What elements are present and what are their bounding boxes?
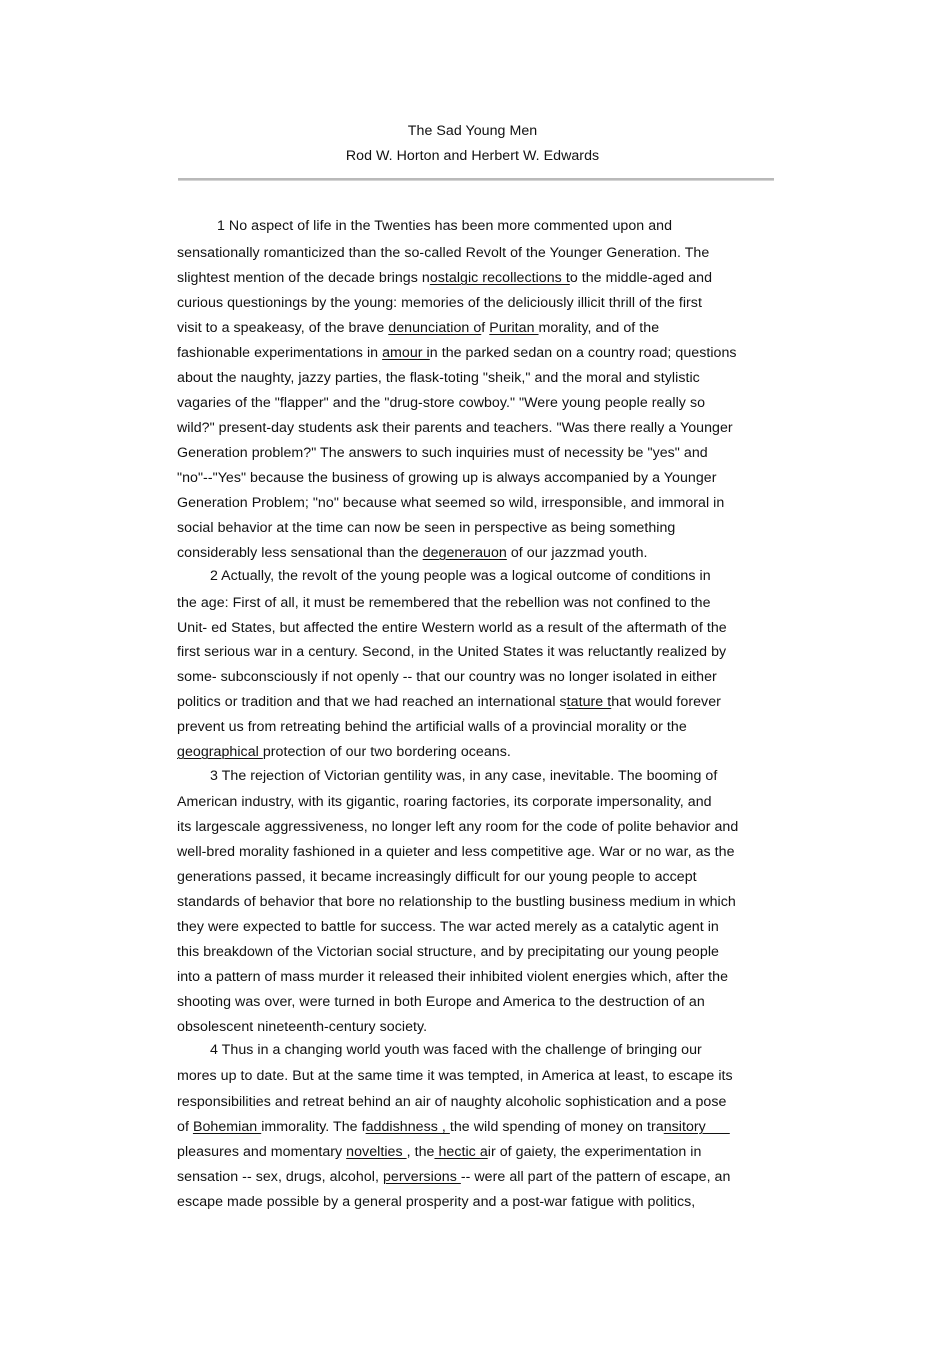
underlined-word: Bohemian (192, 1119, 262, 1135)
text-line (177, 519, 675, 537)
text-segment: into a pattern of mass murder it released their inhibited violent energies which, after the (177, 969, 729, 985)
text-line (177, 1118, 730, 1136)
text-segment: responsibilities and retreat behind an air of naughty alcoholic sophistication and a pose (177, 1094, 727, 1110)
underlined-word: novelties (346, 1144, 407, 1160)
text-segment: Generation Problem; "no" because what seemed so wild, irresponsible, and immoral in (177, 495, 725, 511)
text-line (177, 444, 708, 462)
text-segment: sensationally romanticized than the so-called Revolt of the Younger Generation. The (177, 245, 710, 261)
text-segment: , the (406, 1144, 435, 1160)
underlined-word: addishness , (365, 1119, 450, 1135)
text-line (177, 294, 702, 312)
text-line (177, 1143, 701, 1161)
text-segment: Generation problem?" The answers to such inquiries must of necessity be "yes" and (177, 445, 708, 461)
text-line (177, 668, 717, 686)
text-line (177, 1193, 695, 1211)
text-segment: generations passed, it became increasingly difficult for our young people to accept (177, 869, 697, 885)
text-line (210, 1041, 702, 1059)
text-line (177, 344, 737, 362)
text-segment: o the middle-aged and (569, 270, 713, 286)
text-segment: vagaries of the "flapper" and the "drug-store cowboy." "Were young people really so (177, 395, 706, 411)
text-segment: this breakdown of the Victorian social structure, and by precipitating our young people (177, 944, 719, 960)
underlined-word: Puritan (489, 320, 539, 336)
text-segment: fashionable experimentations in (177, 345, 383, 361)
text-segment: slightest mention of the decade brings n (177, 270, 430, 286)
text-segment: standards of behavior that bore no relationship to the bustling business medium in which (177, 894, 736, 910)
text-line (177, 943, 719, 961)
text-line (210, 767, 717, 785)
text-segment: n the parked sedan on a country road; questions (429, 345, 737, 361)
underlined-word: denunciation o (388, 320, 482, 336)
text-line (177, 244, 709, 262)
text-segment: Unit- ed States, but affected the entire Western world as a result of the aftermath of the (177, 620, 727, 636)
underlined-word: hectic a (434, 1144, 488, 1160)
underlined-word: ostalgic r (429, 270, 488, 286)
text-line (177, 494, 724, 512)
text-line (177, 1093, 726, 1111)
text-segment: considerably less sensational than the (177, 545, 423, 561)
text-line (177, 394, 705, 412)
document-title: The Sad Young Men (407, 123, 538, 139)
text-line (177, 918, 719, 936)
text-line (177, 718, 687, 736)
text-segment: hat would forever (611, 694, 721, 710)
text-line (177, 693, 721, 711)
text-segment: f (481, 320, 490, 336)
text-segment: 2 Actually, the revolt of the young people was a logical outcome of conditions in (210, 568, 711, 584)
text-segment: mores up to date. But at the same time it was tempted, in America at least, to escape its (177, 1068, 733, 1084)
underlined-word: tature t (566, 694, 612, 710)
text-line (177, 319, 659, 337)
text-segment: the age: First of all, it must be remembered that the rebellion was not confined to the (177, 595, 711, 611)
text-segment: -- were all part of the pattern of escape, an (460, 1169, 731, 1185)
underlined-word: ecollections t (487, 270, 570, 286)
text-segment: its largescale aggressiveness, no longer left any room for the code of polite behavior and (177, 819, 739, 835)
text-line (177, 743, 511, 761)
text-line (177, 843, 735, 861)
text-segment: wild?" present-day students ask their parents and teachers. "Was there really a Younger (177, 420, 733, 436)
text-segment: prevent us from retreating behind the artificial walls of a provincial morality or the (177, 719, 687, 735)
text-segment: of (177, 1119, 193, 1135)
text-segment: morality, and of the (538, 320, 660, 336)
text-line (177, 1018, 427, 1036)
text-line (177, 893, 736, 911)
text-segment: sensation -- sex, drugs, alcohol, (177, 1169, 383, 1185)
text-line (177, 993, 705, 1011)
underlined-word: perversions (382, 1169, 461, 1185)
text-line (177, 643, 726, 661)
text-segment: ir of gaiety, the experimentation in (487, 1144, 702, 1160)
text-segment: they were expected to battle for success. The war acted merely as a catalytic agent in (177, 919, 719, 935)
text-line (217, 217, 672, 235)
text-segment: social behavior at the time can now be seen in perspective as being something (177, 520, 676, 536)
underlined-word: nsitory (663, 1119, 730, 1135)
text-segment: of our jazzmad youth. (506, 545, 648, 561)
text-segment: some- subconsciously if not openly -- that our country was no longer isolated in either (177, 669, 717, 685)
text-segment: pleasures and momentary (177, 1144, 347, 1160)
text-line (210, 567, 711, 585)
text-segment: escape made possible by a general prosperity and a post-war fatigue with politics, (177, 1194, 696, 1210)
text-line (177, 968, 728, 986)
text-segment: politics or tradition and that we had reached an international s (177, 694, 567, 710)
header-divider (178, 178, 774, 181)
text-segment: 3 The rejection of Victorian gentility was, in any case, inevitable. The booming of (210, 768, 718, 784)
text-segment: visit to a speakeasy, of the brave (177, 320, 389, 336)
text-segment: shooting was over, were turned in both Europe and America to the destruction of an (177, 994, 705, 1010)
text-line (177, 793, 712, 811)
text-line (177, 469, 716, 487)
text-line (177, 544, 648, 562)
text-line (177, 1067, 733, 1085)
text-segment: 4 Thus in a changing world youth was faced with the challenge of bringing our (210, 1042, 702, 1058)
text-segment: immorality. The f (261, 1119, 366, 1135)
text-segment: American industry, with its gigantic, roaring factories, its corporate impersonality, and (177, 794, 712, 810)
text-segment: well-bred morality fashioned in a quieter and less competitive age. War or no war, as the (177, 844, 735, 860)
text-line (177, 818, 738, 836)
text-segment: about the naughty, jazzy parties, the flask-toting "sheik," and the moral and stylistic (177, 370, 700, 386)
text-segment: the wild spending of money on tra (449, 1119, 664, 1135)
text-line (177, 868, 697, 886)
underlined-word: amour i (382, 345, 430, 361)
text-segment: first serious war in a century. Second, in the United States it was reluctantly realized by (177, 644, 727, 660)
text-line (177, 369, 700, 387)
text-segment: obsolescent nineteenth-century society. (177, 1019, 428, 1035)
text-line (177, 619, 727, 637)
text-line (177, 594, 711, 612)
underlined-word: geographical (177, 744, 263, 760)
text-segment: 1 No aspect of life in the Twenties has been more commented upon and (217, 218, 673, 234)
text-line (177, 419, 733, 437)
text-line (177, 269, 712, 287)
document-authors: Rod W. Horton and Herbert W. Edwards (345, 148, 600, 164)
underlined-word: degenerauon (422, 545, 507, 561)
text-line (177, 1168, 730, 1186)
text-segment: "no"--"Yes" because the business of growing up is always accompanied by a Younger (177, 470, 717, 486)
text-segment: protection of our two bordering oceans. (262, 744, 511, 760)
text-segment: curious questionings by the young: memories of the deliciously illicit thrill of the first (177, 295, 702, 311)
